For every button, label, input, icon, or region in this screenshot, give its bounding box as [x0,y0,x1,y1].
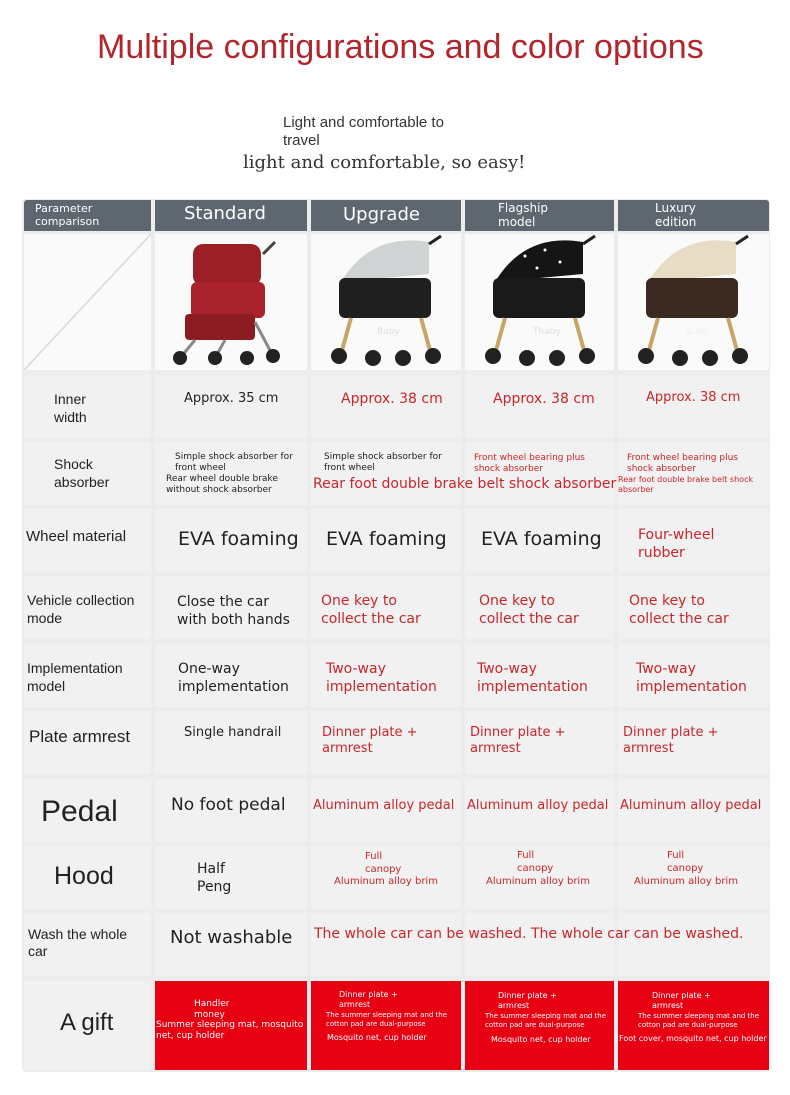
cell-implementation-flagship [465,644,614,707]
collection-label: Vehicle collection mode [27,592,135,626]
gift-upgrade-net: Mosquito net, cup holder [327,1033,427,1042]
header-flagship [465,200,614,231]
armrest-luxury: Dinner plate + armrest [623,725,719,757]
gift-upgrade-mat: The summer sleeping mat and the cotton pad are dual-purpose [326,1011,448,1028]
cell-gift-standard [155,981,307,1070]
cell-wheel-upgrade [311,509,461,572]
header-standard [155,200,307,231]
cell-armrest-luxury [618,711,769,774]
cell-pedal-upgrade [311,779,461,842]
collection-luxury: One key to collect the car [629,593,729,627]
armrest-standard: Single handrail [184,725,282,740]
shock-label: Shock absorber [54,456,110,490]
cell-armrest-upgrade [311,711,461,774]
inner-width-upgrade: Approx. 38 cm [341,391,443,407]
cell-wheel-luxury [618,509,769,572]
wash-standard: Not washable [170,927,293,948]
hood-luxury-canopy: Full canopy [667,850,704,874]
cell-implementation-upgrade [311,644,461,707]
header-param [24,200,151,231]
image-row-param [24,234,151,370]
header-standard-label: Standard [184,203,266,224]
header-upgrade-label: Upgrade [343,204,420,225]
pedal-flagship: Aluminum alloy pedal [467,798,609,813]
image-flagship [465,234,614,370]
row-pedal-label [24,779,151,842]
stroller-black-image [465,234,614,370]
cell-implementation-standard [155,644,307,707]
collection-standard: Close the car with both hands [177,594,290,628]
implementation-luxury: Two-way implementation [636,661,747,695]
cell-collection-upgrade [311,576,461,639]
gift-luxury-plate: Dinner plate + armrest [652,991,711,1010]
row-inner-width-label [24,375,151,438]
inner-width-luxury: Approx. 38 cm [646,390,741,405]
image-standard [155,234,307,370]
armrest-label: Plate armrest [29,727,131,746]
gift-luxury-mat: The summer sleeping mat and the cotton pad are dual-purpose [638,1012,760,1029]
wheel-luxury: Four-wheel rubber [638,527,715,561]
cell-inner-width-luxury [618,375,769,438]
header-param-label: Parameter comparison [35,202,100,228]
hood-upgrade-brim: Aluminum alloy brim [334,876,438,887]
shock-luxury-rear: Rear foot double brake belt shock absorber [618,475,754,494]
inner-width-flagship: Approx. 38 cm [493,391,595,407]
cell-hood-flagship [465,846,614,909]
cell-inner-width-standard [155,375,307,438]
image-luxury [618,234,769,370]
cell-armrest-standard [155,711,307,774]
wheel-upgrade: EVA foaming [326,528,447,550]
gift-standard-handler: Handler money [194,999,230,1020]
hood-flagship-canopy: Full canopy [517,850,554,874]
shock-span-text: Rear foot double brake belt shock absorber [313,476,617,492]
cell-collection-standard [155,576,307,639]
cell-inner-width-upgrade [311,375,461,438]
header-luxury [618,200,769,231]
shock-standard-front: Simple shock absorber for front wheel [175,452,293,473]
stroller-beige-image [618,234,769,370]
header-luxury-label: Luxury edition [655,201,697,229]
page-title: Multiple configurations and color options [97,28,704,66]
diagonal-divider [24,234,151,370]
cell-armrest-flagship [465,711,614,774]
cell-pedal-luxury [618,779,769,842]
row-shock-label [24,442,151,505]
row-gift-label [24,981,151,1070]
hood-upgrade-canopy: Full canopy [365,851,402,875]
cell-hood-standard [155,846,307,909]
implementation-standard: One-way implementation [178,661,289,695]
gift-label: A gift [60,1009,114,1036]
subtitle-travel: Light and comfortable to travel [283,114,444,149]
shock-luxury-front: Front wheel bearing plus shock absorber [627,453,738,474]
row-armrest-label [24,711,151,774]
cell-shock-standard [155,442,307,505]
pedal-standard: No foot pedal [171,795,286,815]
gift-flagship-mat: The summer sleeping mat and the cotton pad are dual-purpose [485,1012,607,1029]
shock-upgrade-front: Simple shock absorber for front wheel [324,452,442,473]
row-implementation-label [24,644,151,707]
row-wash-label [24,913,151,976]
hood-flagship-brim: Aluminum alloy brim [486,876,590,887]
cell-gift-luxury [618,981,769,1070]
wheel-standard: EVA foaming [178,528,299,550]
implementation-flagship: Two-way implementation [477,661,588,695]
cell-shock-flagship [465,442,614,505]
collection-flagship: One key to collect the car [479,593,579,627]
cell-collection-flagship [465,576,614,639]
image-upgrade [311,234,461,370]
cell-wash-standard [155,913,307,976]
cell-gift-flagship [465,981,614,1070]
row-wheel-label [24,509,151,572]
stroller-grey-image [311,234,461,370]
cell-wheel-flagship [465,509,614,572]
gift-flagship-plate: Dinner plate + armrest [498,991,557,1010]
cell-wash-flagship [465,913,614,976]
gift-standard-items: Summer sleeping mat, mosquito net, cup holder [156,1020,304,1041]
pedal-luxury: Aluminum alloy pedal [620,798,762,813]
wash-span-text: The whole car can be washed. The whole car can be washed. [314,926,744,942]
cell-inner-width-flagship [465,375,614,438]
cell-implementation-luxury [618,644,769,707]
cell-gift-upgrade [311,981,461,1070]
cell-pedal-standard [155,779,307,842]
implementation-upgrade: Two-way implementation [326,661,437,695]
gift-flagship-net: Mosquito net, cup holder [491,1035,591,1044]
cell-hood-luxury [618,846,769,909]
cell-wash-upgrade [311,913,461,976]
cell-shock-luxury [618,442,769,505]
pedal-upgrade: Aluminum alloy pedal [313,798,455,813]
inner-width-label: Inner width [54,391,87,425]
wheel-flagship: EVA foaming [481,528,602,550]
stroller-red-image [155,234,307,370]
cell-collection-luxury [618,576,769,639]
wash-label: Wash the whole car [28,926,128,959]
header-upgrade [311,200,461,231]
wheel-label: Wheel material [26,528,127,545]
implementation-label: Implementation model [27,660,123,694]
cell-pedal-flagship [465,779,614,842]
cell-wash-luxury [618,913,769,976]
pedal-label: Pedal [41,795,118,828]
stroller-brand-baby: Baby [377,327,400,337]
shock-flagship-front: Front wheel bearing plus shock absorber [474,453,585,474]
hood-standard: Half Peng [197,861,232,895]
shock-standard-rear: Rear wheel double brake without shock absorber [166,474,278,495]
collection-upgrade: One key to collect the car [321,593,421,627]
row-hood-label [24,846,151,909]
cell-hood-upgrade [311,846,461,909]
header-flagship-label: Flagship model [498,201,549,229]
row-collection-label [24,576,151,639]
hood-label: Hood [54,862,114,890]
gift-upgrade-plate: Dinner plate + armrest [339,990,398,1009]
gift-luxury-cover: Foot cover, mosquito net, cup holder [619,1034,767,1043]
stroller-brand-zuby: Zuby [686,327,709,337]
armrest-upgrade: Dinner plate + armrest [322,725,418,757]
cell-wheel-standard [155,509,307,572]
armrest-flagship: Dinner plate + armrest [470,725,566,757]
inner-width-standard: Approx. 35 cm [184,391,279,406]
hood-luxury-brim: Aluminum alloy brim [634,876,738,887]
stroller-brand-thaby: Thaby [533,327,561,337]
cell-shock-upgrade [311,442,461,505]
subtitle-comfortable: light and comfortable, so easy! [243,152,526,173]
